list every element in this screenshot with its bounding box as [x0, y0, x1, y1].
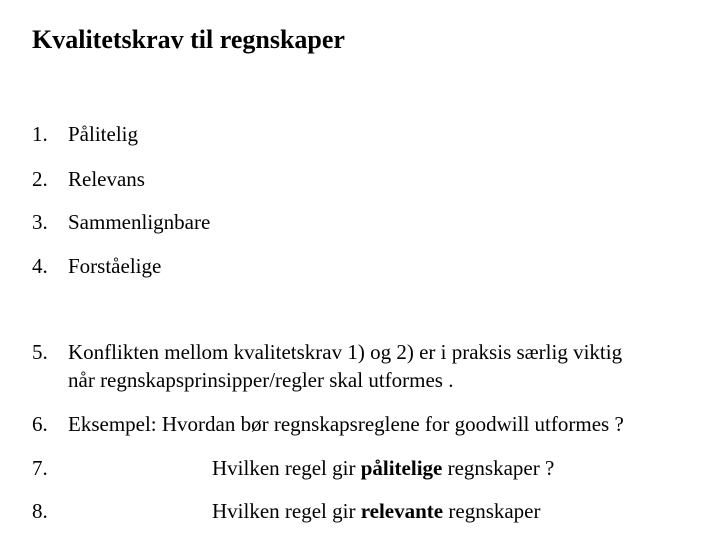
- page-title: Kvalitetskrav til regnskaper: [32, 25, 345, 54]
- list-number: 1.: [32, 122, 48, 146]
- question-prefix: Hvilken regel gir: [212, 456, 356, 480]
- question-suffix: regnskaper: [448, 499, 541, 523]
- list-item: [32, 252, 161, 280]
- list-item-text: Konflikten mellom kvalitetskrav 1) og 2) er i praksis særlig viktig: [68, 340, 623, 364]
- list-item-text: Forståelige: [68, 254, 162, 278]
- list-number: 7.: [32, 456, 48, 480]
- question-emphasis: pålitelige: [360, 456, 443, 480]
- list-item: [32, 208, 210, 236]
- list-item: [32, 338, 622, 366]
- question-suffix: regnskaper ?: [447, 456, 555, 480]
- list-item-text: Pålitelig: [68, 122, 138, 146]
- list-item: [32, 120, 138, 148]
- list-number: 5.: [32, 340, 48, 364]
- list-item-text: Eksempel: Hvordan bør regnskapsreglene for goodwill utformes ?: [68, 412, 624, 436]
- question-text: [212, 497, 541, 525]
- list-item: [32, 497, 48, 525]
- list-number: 3.: [32, 210, 48, 234]
- list-number: 8.: [32, 499, 48, 523]
- list-number: 4.: [32, 254, 48, 278]
- list-number: 2.: [32, 167, 48, 191]
- list-item-text: Sammenlignbare: [68, 210, 211, 234]
- list-item-continuation: når regnskapsprinsipper/regler skal utformes .: [68, 368, 454, 392]
- list-item: [32, 165, 145, 193]
- list-item: [32, 454, 48, 482]
- question-prefix: Hvilken regel gir: [212, 499, 356, 523]
- question-emphasis: relevante: [360, 499, 444, 523]
- question-text: [212, 454, 554, 482]
- list-number: 6.: [32, 412, 48, 436]
- list-item-text: Relevans: [68, 167, 145, 191]
- list-item: [32, 410, 624, 438]
